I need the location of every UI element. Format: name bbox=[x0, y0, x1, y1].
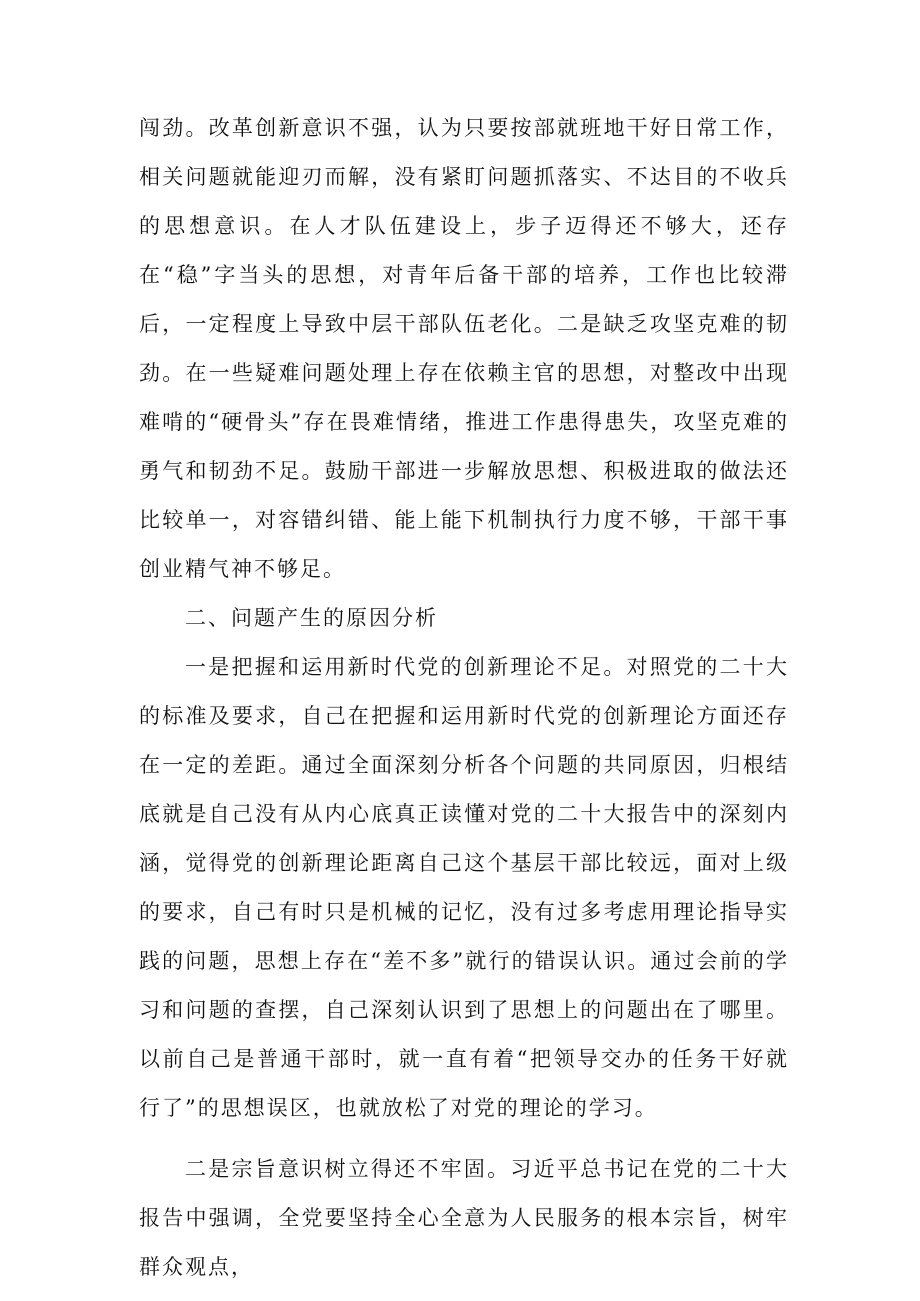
section-heading: 二、问题产生的原因分析 bbox=[185, 606, 438, 630]
paragraph-reason-2: 二是宗旨意识树立得还不牢固。习近平总书记在党的二十大报告中强调，全党要坚持全心全意为人民服务的根本宗旨，树牢群众观点， bbox=[139, 1157, 789, 1279]
paragraph-continuation: 闯劲。改革创新意识不强，认为只要按部就班地干好日常工作，相关问题就能迎刃而解，没有紧盯问题抓落实、不达目的不收兵的思想意识。在人才队伍建设上，步子迈得还不够大，还存在“稳”字当头的思想，对青年后备干部的培养，工作也比较滞后，一定程度上导致中层干部队伍老化。二是缺乏攻坚克难的韧劲。在一些疑难问题处理上存在依赖主官的思想，对整改中出现难啃的“硬骨头”存在畏难情绪，推进工作患得患失，攻坚克难的勇气和韧劲不足。鼓励干部进一步解放思想、积极进取的做法还比较单一，对容错纠错、能上能下机制执行力度不够，干部干事创业精气神不够足。 bbox=[139, 116, 789, 581]
document-body bbox=[139, 104, 789, 1292]
paragraph-reason-1: 一是把握和运用新时代党的创新理论不足。对照党的二十大的标准及要求，自己在把握和运用新时代党的创新理论方面还存在一定的差距。通过全面深刻分析各个问题的共同原因，归根结底就是自己没有从内心底真正读懂对党的二十大报告中的深刻内涵，觉得党的创新理论距离自己这个基层干部比较远，面对上级的要求，自己有时只是机械的记忆，没有过多考虑用理论指导实践的问题，思想上存在“差不多”就行的错误认识。通过会前的学习和问题的查摆，自己深刻认识到了思想上的问题出在了哪里。以前自己是普通干部时，就一直有着“把领导交办的任务干好就行了”的思想误区，也就放松了对党的理论的学习。 bbox=[139, 655, 789, 1120]
paragraph-spacer bbox=[139, 1133, 789, 1145]
